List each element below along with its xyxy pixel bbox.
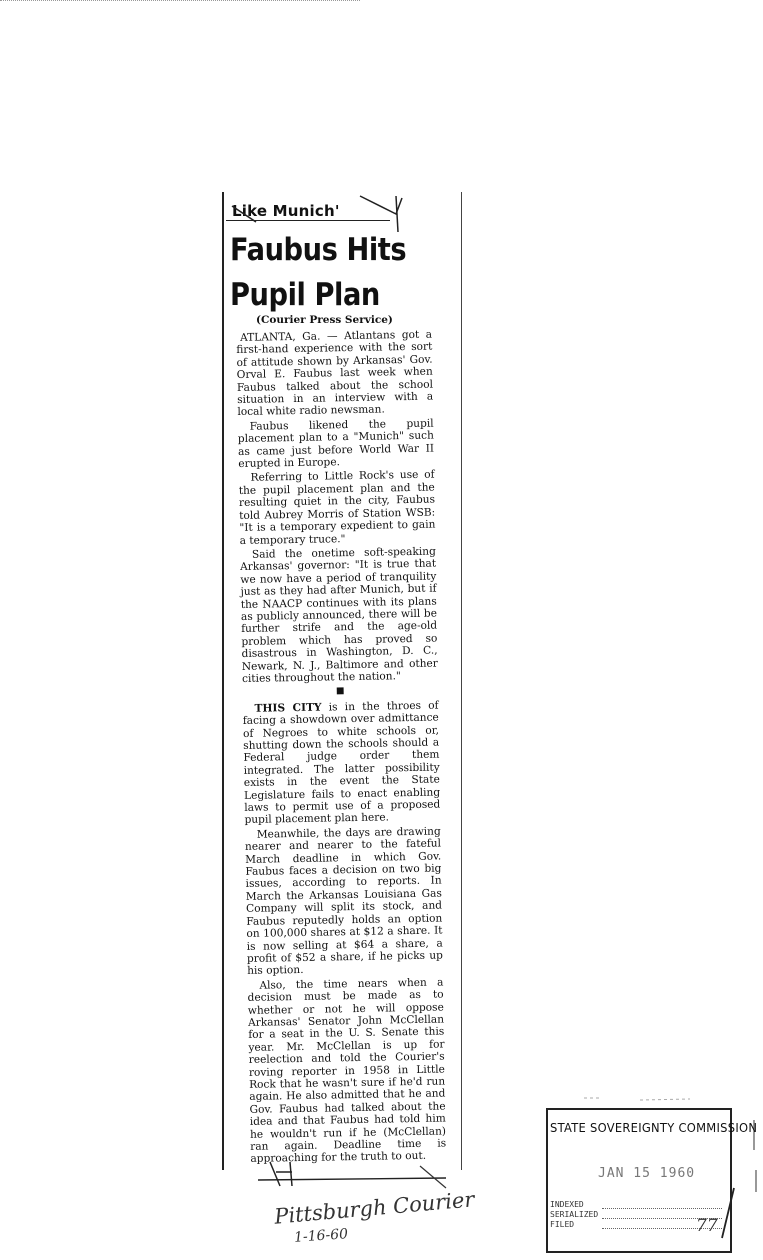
- paragraph-6: Meanwhile, the days are drawing nearer and nearer to the fateful March deadline in which Gov. Faubus faces a decision on two big issues, according to reports. In March the Arkansas Louisiana Gas Company will split its stock, and Faubus reputedly holds an option on 100,000 shares at $12 a share. It is now selling at $64 a share, a profit of $52 a share, if he picks up his option.: [244, 825, 444, 978]
- stamp-title: STATE SOVEREIGNTY COMMISSION: [550, 1120, 758, 1135]
- commission-stamp: [546, 1108, 758, 1258]
- paragraph-3: Referring to Little Rock's use of the pupil placement plan and the resulting quiet in the city, Faubus told Aubrey Morris of Station WSB: "It is a temporary expedient to gain a temporary truce.": [238, 469, 436, 547]
- top-dotted-edge: [0, 0, 360, 3]
- byline: (Courier Press Service): [256, 314, 393, 326]
- headline-line-1: Faubus Hits: [230, 232, 407, 268]
- paragraph-7: Also, the time nears when a decision must be made as to whether or not he will oppose Arkansas' Senator John McClellan for a seat in the U. S. Senate this year. Mr. McClellan is up for reelection and told the Courier's roving reporter in 1958 in Little Rock that he wasn't sure if he'd run again. He also admitted that he and Gov. Faubus had talked about the idea and that Faubus had told him he wouldn't run if he (McClellan) ran again. Deadline time is approaching for the truth to out.: [247, 976, 447, 1166]
- stamp-number: 77: [696, 1216, 718, 1236]
- kicker-rule: [226, 220, 390, 221]
- paragraph-4: Said the onetime soft-speaking Arkansas' governor: "It is true that we now have a period of tranquility just as they had after Munich, but if the NAACP continues with its plans as publicly announced, there will be further strife and the age-old problem which has proved so disastrous in Washington, D. C., Newark, N. J., Baltimore and other cities throughout the nation.": [240, 545, 438, 685]
- stamp-indexed: INDEXED: [550, 1200, 584, 1209]
- paragraph-1: ATLANTA, Ga. — Atlantans got a first-hand experience with the sort of attitude shown by Arkansas' Gov. Orval E. Faubus last week when Faubus talked about the school situation in an interview with a local white radio newsman.: [236, 328, 434, 419]
- section-separator: ■: [335, 686, 345, 697]
- stamp-date: JAN 15 1960: [598, 1166, 696, 1181]
- lead-caps: THIS CITY: [254, 701, 322, 715]
- handwritten-date: 1-16-60: [293, 1226, 349, 1246]
- headline: [230, 228, 406, 318]
- stamp-serialized: SERIALIZED: [550, 1210, 599, 1219]
- handwritten-source: Pittsburgh Courier: [273, 1187, 476, 1229]
- paragraph-5-text: is in the throes of facing a showdown over admittance of Negroes to white schools or, shutting down the schools should a Federal judge order them integrated. The latter possibility exists in the event the State Legislature fails to enact enabling laws to permit use of a proposed pupil placement plan here.: [242, 699, 441, 827]
- paragraph-5: [242, 699, 440, 826]
- article-body: [236, 329, 447, 1168]
- indexed-line: [602, 1208, 722, 1209]
- stamp-filed: FILED: [550, 1220, 575, 1229]
- paragraph-2: Faubus likened the pupil placement plan to a "Munich" such as came just before World War II erupted in Europe.: [237, 417, 435, 471]
- headline-line-2: Pupil Plan: [230, 277, 380, 313]
- kicker: Like Munich': [232, 202, 340, 220]
- newspaper-clipping: [222, 192, 462, 1170]
